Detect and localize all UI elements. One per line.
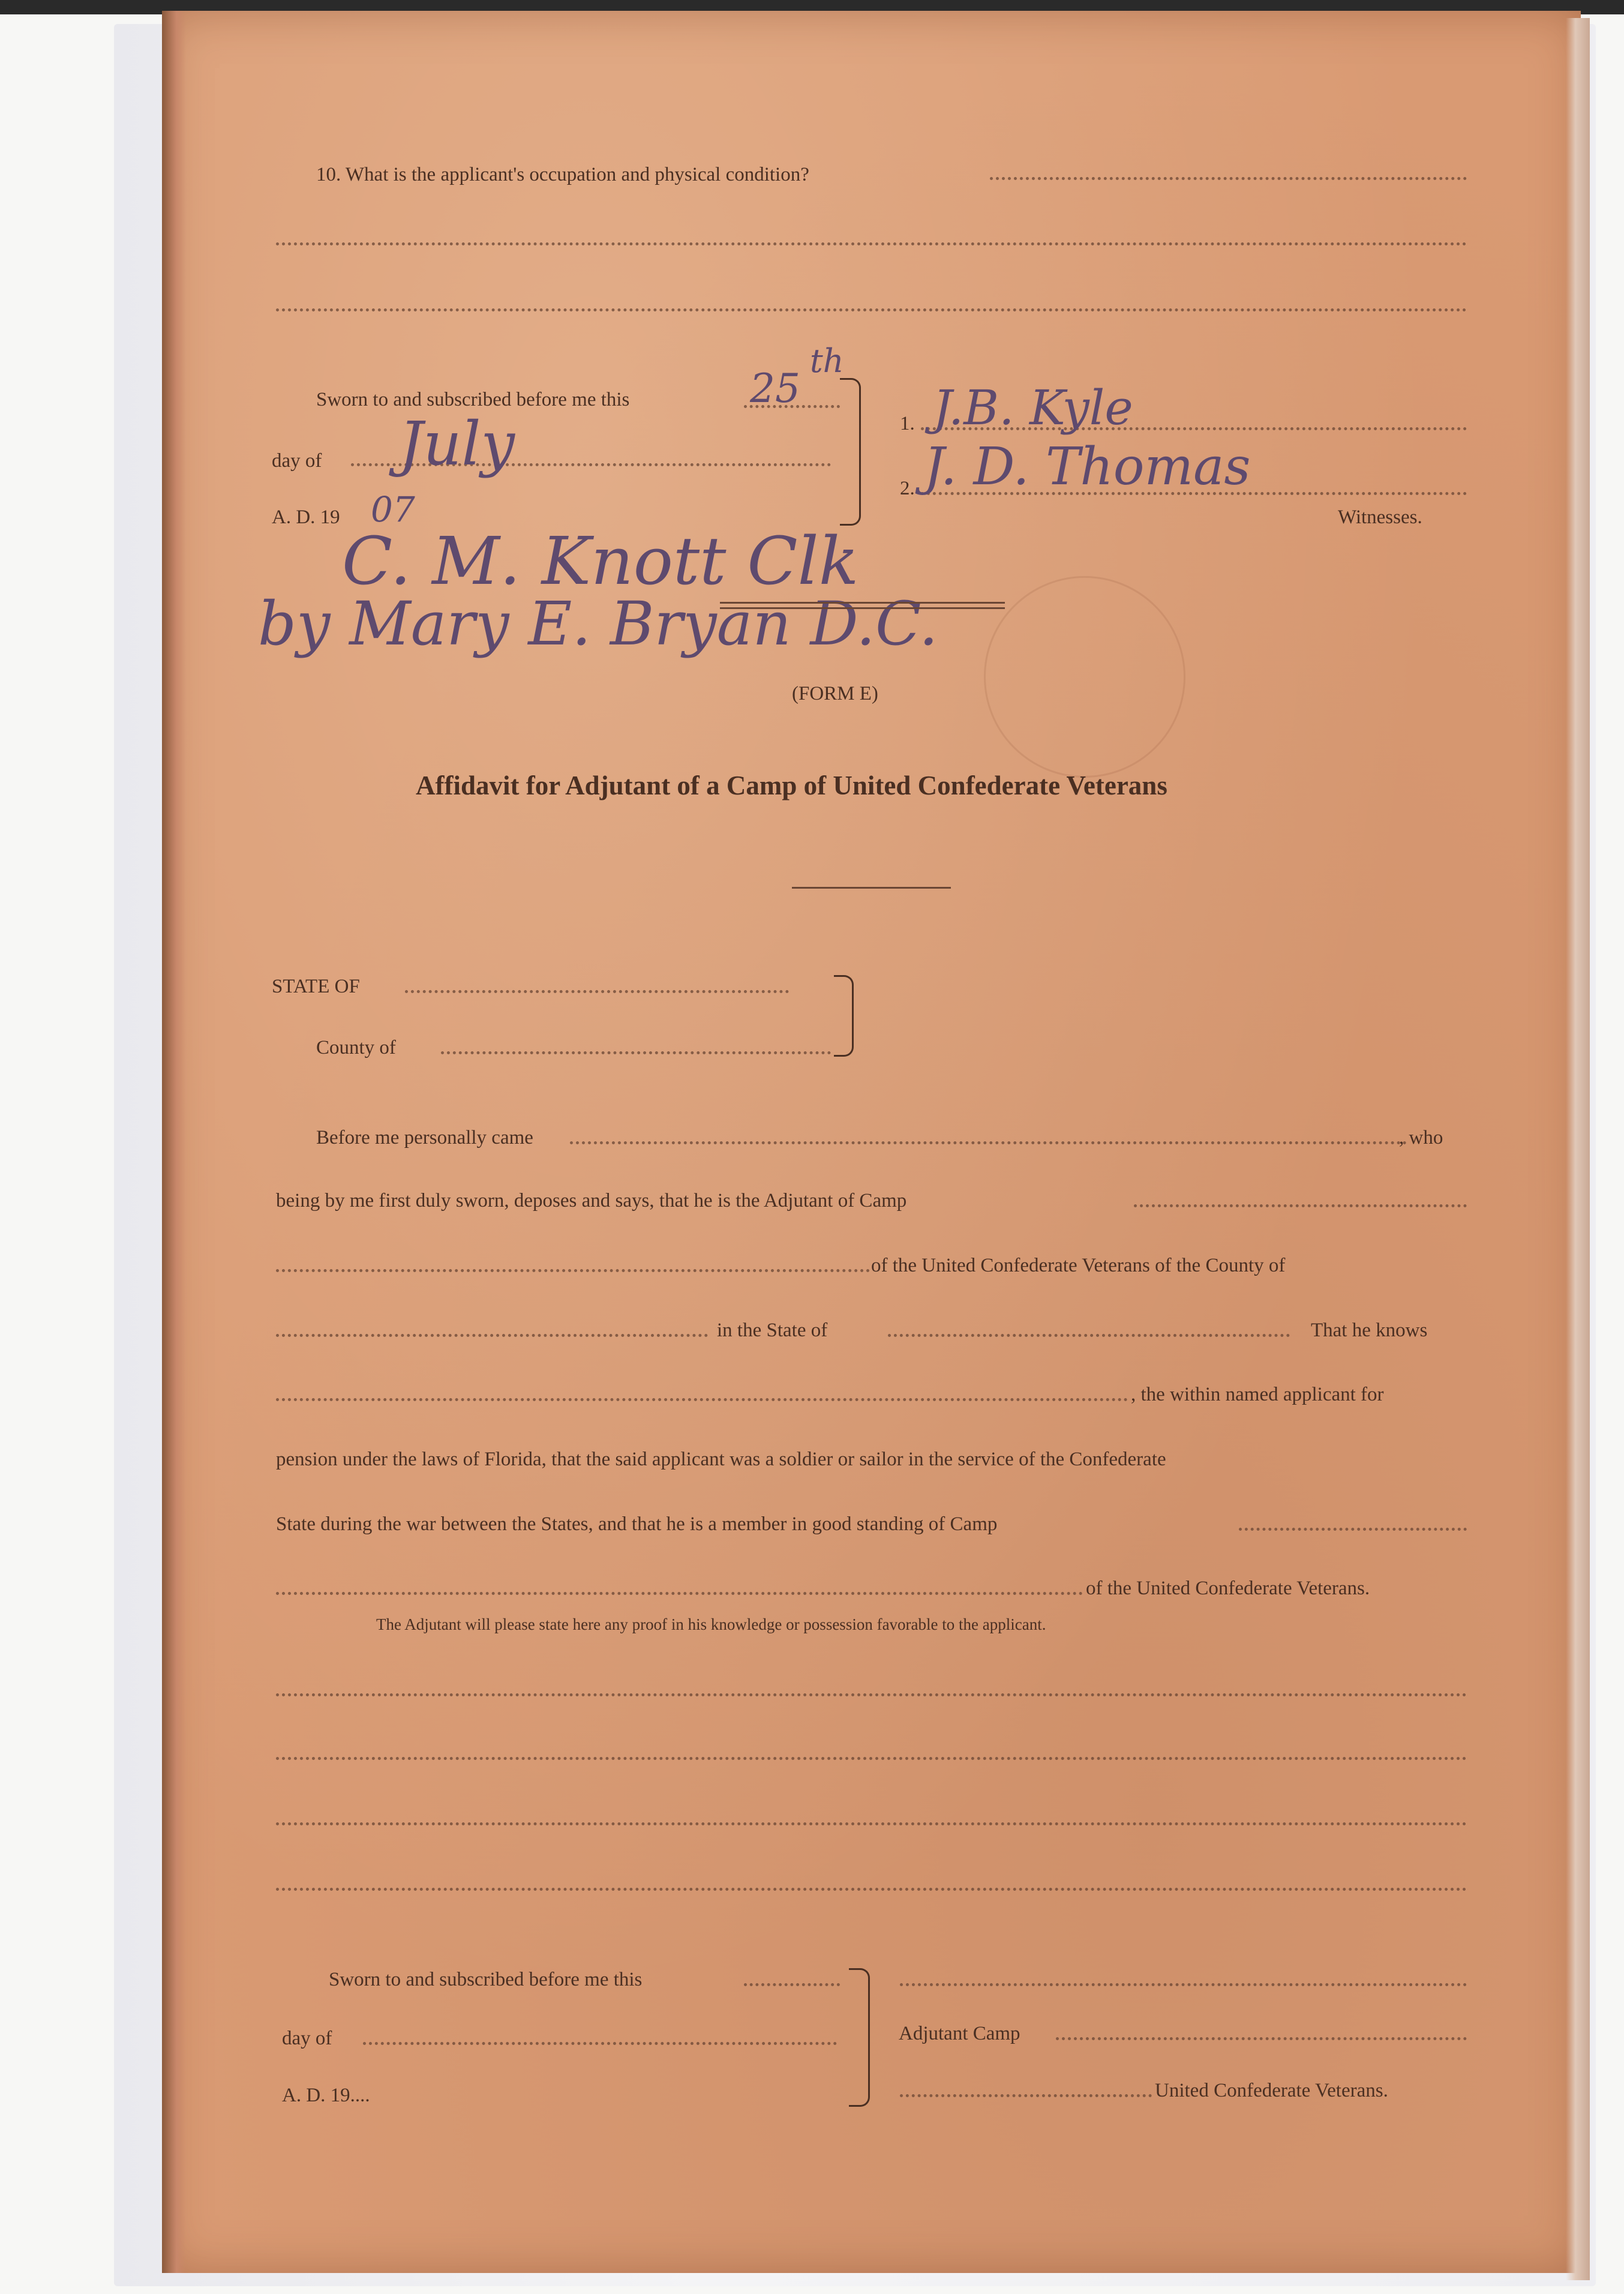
member-camp-line <box>1239 1528 1467 1531</box>
state-of-label: STATE OF <box>272 976 360 997</box>
proof-line <box>276 1888 1467 1891</box>
sleeve-right-edge <box>1566 18 1590 2280</box>
answer-line <box>276 242 1467 245</box>
body-line-4-end: That he knows <box>1311 1320 1428 1341</box>
embossed-seal <box>984 576 1185 778</box>
member-camp-line-cont <box>276 1592 1083 1595</box>
handwritten-month: July <box>399 409 515 479</box>
title-rule <box>792 887 951 889</box>
ucv-label: United Confederate Veterans. <box>1155 2080 1388 2101</box>
proof-line <box>276 1822 1467 1825</box>
adjutant-camp-line <box>1056 2037 1467 2040</box>
witness-2-signature: J. D. Thomas <box>924 437 1251 497</box>
lower-day-of-label: day of <box>282 2028 332 2049</box>
question-10: 10. What is the applicant's occupation and physical condition? <box>316 164 809 185</box>
sworn-text: Sworn to and subscribed before me this <box>316 389 630 410</box>
form-title: Affidavit for Adjutant of a Camp of United Confederate Veterans <box>416 770 1167 800</box>
witness-1-signature: J.B. Kyle <box>933 380 1133 436</box>
lower-ad-label: A. D. 19.... <box>282 2085 370 2106</box>
day-of-label: day of <box>272 450 322 472</box>
camp-line-cont <box>276 1269 870 1272</box>
county-line <box>441 1051 831 1054</box>
handwritten-year: 07 <box>371 489 415 530</box>
paper-binding-edge <box>162 11 186 2273</box>
applicant-name-line <box>276 1398 1128 1401</box>
handwritten-day-suffix: th <box>810 342 844 380</box>
adjutant-camp-label: Adjutant Camp <box>899 2023 1020 2044</box>
proof-line <box>276 1693 1467 1696</box>
lower-month-line <box>363 2042 837 2045</box>
answer-line <box>276 308 1467 311</box>
signature-rule <box>720 602 1005 604</box>
lower-sworn-text: Sworn to and subscribed before me this <box>329 1969 643 1990</box>
body-line-8-end: of the United Confederate Veterans. <box>1086 1578 1370 1599</box>
adjutant-signature-line <box>900 1983 1467 1986</box>
body-line-1: Before me personally came <box>316 1127 533 1149</box>
county-name-line <box>276 1334 708 1337</box>
witness-2-number: 2. <box>900 478 915 499</box>
venue-brace <box>834 975 854 1057</box>
body-line-6: pension under the laws of Florida, that the said applicant was a soldier or sailor in the service of the Confederate <box>276 1449 1166 1470</box>
body-line-1-end: , who <box>1399 1127 1443 1149</box>
state-line <box>405 990 789 993</box>
state-name-line <box>888 1334 1290 1337</box>
clerk-signature: C. M. Knott Clk <box>342 523 859 599</box>
proof-line <box>276 1757 1467 1760</box>
handwritten-day: 25 <box>750 365 800 412</box>
upper-brace <box>840 378 861 526</box>
body-line-4-mid: in the State of <box>717 1320 828 1341</box>
camp-line <box>1134 1204 1467 1207</box>
affiant-name-line <box>570 1141 1407 1144</box>
ucv-line <box>900 2094 1152 2097</box>
body-line-7: State during the war between the States, and that he is a member in good standing of Camp <box>276 1513 998 1535</box>
deputy-clerk-signature: by Mary E. Bryan D.C. <box>258 589 938 659</box>
signature-rule <box>720 607 1005 609</box>
answer-line <box>990 177 1467 180</box>
lower-brace <box>849 1968 870 2107</box>
adjutant-note: The Adjutant will please state here any proof in his knowledge or possession favorable to the applicant. <box>376 1615 1046 1633</box>
county-of-label: County of <box>316 1037 396 1058</box>
body-line-3-end: of the United Confederate Veterans of the County of <box>871 1255 1286 1276</box>
witnesses-label: Witnesses. <box>1338 506 1422 528</box>
body-line-5-end: , the within named applicant for <box>1131 1384 1384 1405</box>
form-label: (FORM E) <box>792 683 878 704</box>
witness-1-number: 1. <box>900 413 915 434</box>
body-line-2: being by me first duly sworn, deposes and says, that he is the Adjutant of Camp <box>276 1190 907 1212</box>
ad-label: A. D. 19 <box>272 506 340 528</box>
lower-day-line <box>744 1983 840 1986</box>
